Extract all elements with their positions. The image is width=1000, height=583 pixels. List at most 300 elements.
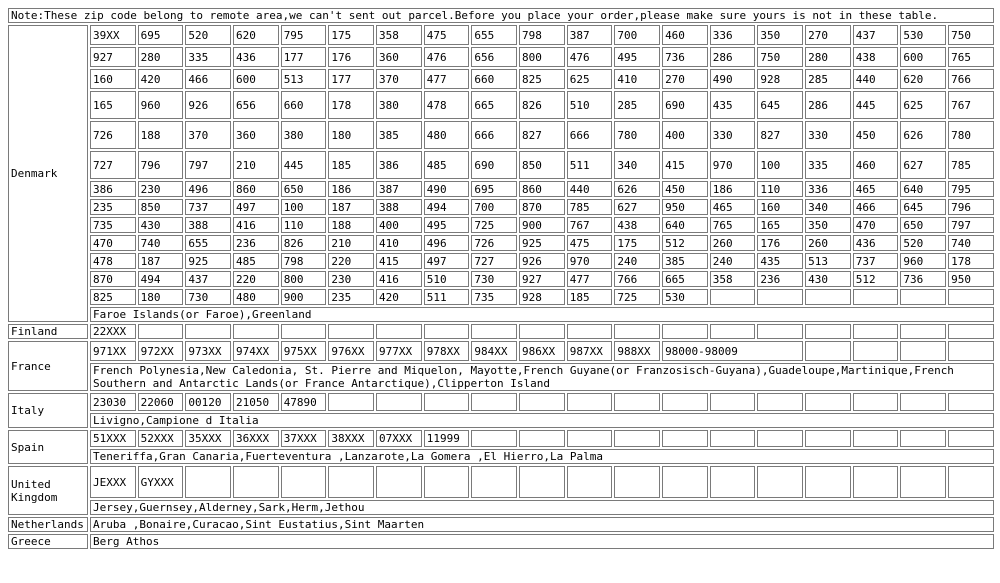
zip-code-cell: 240 [710,253,756,269]
zip-code-cell: 767 [567,217,613,233]
country-name: France [8,341,88,391]
zip-code-cell: 780 [948,121,994,149]
zip-code-cell: 928 [757,69,803,89]
zip-code-cell: 22XXX [90,324,136,339]
zip-code-cell: 511 [424,289,470,305]
zip-row [8,217,994,233]
zip-code-cell: 700 [471,199,517,215]
zip-code-cell: 416 [233,217,279,233]
zip-code-cell: 785 [567,199,613,215]
zip-code-cell: 972XX [138,341,184,361]
zip-code-cell: 796 [948,199,994,215]
country-row-netherlands [8,517,994,532]
country-row-greece [8,534,994,549]
zip-code-cell: 800 [281,271,327,287]
zip-code-cell: 186 [328,181,374,197]
zip-code-cell: 478 [90,253,136,269]
zip-code-cell: 110 [281,217,327,233]
zip-code-cell: 485 [424,151,470,179]
zip-code-cell: 460 [853,151,899,179]
empty-cell [424,324,470,339]
remote-regions: French Polynesia,New Caledonia, St. Pierre and Miquelon, Mayotte,French Guyane(or Franzosisch-Guyana),Guadeloupe,Martinique,French Southern and Antarctic Lands(or France Antarctique),Clipperton Island [90,363,994,391]
zip-code-cell: 494 [138,271,184,287]
empty-cell [853,289,899,305]
zip-code-cell: 726 [471,235,517,251]
empty-cell [614,430,660,447]
zip-code-cell: 665 [471,91,517,119]
empty-cell [662,393,708,411]
zip-code-cell: 410 [376,235,422,251]
zip-code-cell: 330 [805,121,851,149]
zip-code-cell: 100 [281,199,327,215]
remote-regions: Berg Athos [90,534,994,549]
zip-code-cell: 475 [424,25,470,45]
empty-cell [567,393,613,411]
zip-code-cell: 627 [614,199,660,215]
empty-cell [805,466,851,498]
zip-code-cell: 21050 [233,393,279,411]
zip-code-cell: 656 [233,91,279,119]
zip-code-cell: 496 [185,181,231,197]
empty-cell [853,466,899,498]
zip-code-cell: 520 [185,25,231,45]
zip-code-cell: 600 [900,47,946,67]
empty-cell [376,324,422,339]
zip-code-cell: 165 [757,217,803,233]
zip-code-cell: 986XX [519,341,565,361]
zip-code-cell: 476 [424,47,470,67]
zip-code-cell: 656 [471,47,517,67]
zip-code-cell: 725 [614,289,660,305]
zip-code-cell: 960 [900,253,946,269]
zip-code-cell: 435 [757,253,803,269]
zip-code-cell: 36XXX [233,430,279,447]
zip-code-cell: 928 [519,289,565,305]
zip-code-cell: 795 [281,25,327,45]
zip-code-cell: 640 [900,181,946,197]
zip-code-cell: 52XXX [138,430,184,447]
zip-code-cell: 973XX [185,341,231,361]
empty-cell [376,466,422,498]
zip-code-cell: 860 [519,181,565,197]
empty-cell [376,393,422,411]
zip-code-cell: 236 [233,235,279,251]
empty-cell [710,324,756,339]
zip-code-cell: 51XXX [90,430,136,447]
zip-code-cell: 767 [948,91,994,119]
empty-cell [471,324,517,339]
zip-code-cell: 660 [471,69,517,89]
empty-cell [185,324,231,339]
zip-row [8,341,994,361]
zip-code-cell: 795 [948,181,994,197]
zip-code-cell: 480 [424,121,470,149]
regions-row-spain [8,449,994,464]
zip-code-cell: 950 [948,271,994,287]
zip-code-cell: 850 [138,199,184,215]
zip-code-cell: 900 [519,217,565,233]
zip-code-cell: 210 [328,235,374,251]
zip-code-cell: 178 [948,253,994,269]
empty-cell [757,289,803,305]
zip-code-cell: 188 [138,121,184,149]
zip-code-cell: 626 [900,121,946,149]
zip-code-cell: 666 [567,121,613,149]
zip-code-cell: 736 [662,47,708,67]
zip-code-cell: 495 [424,217,470,233]
empty-cell [614,393,660,411]
empty-cell [662,466,708,498]
zip-code-cell: 480 [233,289,279,305]
zip-code-cell: 925 [519,235,565,251]
zip-code-cell: 826 [281,235,327,251]
zip-code-cell: 666 [471,121,517,149]
zip-row [8,466,994,498]
zip-row [8,393,994,411]
zip-code-cell: 387 [567,25,613,45]
zip-code-cell: 460 [662,25,708,45]
zip-code-cell: 825 [90,289,136,305]
zip-code-cell: 260 [710,235,756,251]
zip-code-cell: 530 [662,289,708,305]
empty-cell [805,324,851,339]
zip-row [8,47,994,67]
zip-code-cell: 977XX [376,341,422,361]
empty-cell [328,393,374,411]
empty-cell [900,324,946,339]
zip-code-cell: 435 [710,91,756,119]
empty-cell [900,430,946,447]
empty-cell [424,393,470,411]
zip-code-cell: 260 [805,235,851,251]
zip-code-cell: 627 [900,151,946,179]
zip-code-cell: 927 [519,271,565,287]
zip-code-cell: 796 [138,151,184,179]
zip-code-cell: 380 [376,91,422,119]
zip-code-cell: 470 [90,235,136,251]
regions-row-france [8,363,994,391]
zip-code-cell: 336 [805,181,851,197]
zip-code-page [6,6,996,551]
zip-code-cell: 360 [233,121,279,149]
zip-code-cell: 335 [805,151,851,179]
zip-code-cell: 336 [710,25,756,45]
zip-code-cell: 330 [710,121,756,149]
zip-code-cell: 07XXX [376,430,422,447]
zip-code-cell: 235 [90,199,136,215]
zip-code-cell: 785 [948,151,994,179]
zip-code-cell: 870 [90,271,136,287]
empty-cell [614,324,660,339]
zip-code-cell: 494 [424,199,470,215]
empty-cell [948,324,994,339]
zip-row [8,25,994,45]
zip-code-cell: 270 [662,69,708,89]
zip-code-cell: 420 [376,289,422,305]
zip-code-cell: 466 [853,199,899,215]
zip-code-cell: 210 [233,151,279,179]
zip-code-cell: 740 [948,235,994,251]
zip-code-cell: 978XX [424,341,470,361]
zip-row [8,235,994,251]
zip-code-cell: 797 [948,217,994,233]
zip-code-cell: 220 [328,253,374,269]
empty-cell [805,393,851,411]
zip-code-cell: 240 [614,253,660,269]
zip-code-cell: 650 [281,181,327,197]
zip-code-cell: 175 [614,235,660,251]
zip-code-cell: 665 [662,271,708,287]
zip-code-cell: 38XXX [328,430,374,447]
zip-code-cell: 797 [185,151,231,179]
regions-row-italy [8,413,994,428]
zip-code-cell: 726 [90,121,136,149]
zip-code-cell: 400 [662,121,708,149]
zip-code-cell: 496 [424,235,470,251]
zip-code-cell: 485 [233,253,279,269]
zip-code-cell: 466 [185,69,231,89]
zip-code-cell: 440 [853,69,899,89]
zip-row [8,151,994,179]
zip-code-cell: 35XXX [185,430,231,447]
zip-code-cell: 00120 [185,393,231,411]
zip-code-cell: 750 [948,25,994,45]
zip-code-cell: 970 [710,151,756,179]
empty-cell [757,466,803,498]
zip-code-cell: 400 [376,217,422,233]
zip-code-cell: 185 [328,151,374,179]
empty-cell [662,430,708,447]
country-name: Greece [8,534,88,549]
empty-cell [328,324,374,339]
zip-code-cell: 477 [567,271,613,287]
zip-code-cell: 645 [757,91,803,119]
zip-code-cell: 285 [614,91,660,119]
zip-code-cell: 476 [567,47,613,67]
empty-cell [948,430,994,447]
empty-cell [948,466,994,498]
zip-code-cell: 660 [281,91,327,119]
zip-code-cell: 420 [138,69,184,89]
zip-code-cell: 386 [376,151,422,179]
zip-code-cell: 625 [900,91,946,119]
empty-cell [567,466,613,498]
zip-code-cell: 497 [233,199,279,215]
zip-code-cell: 178 [328,91,374,119]
zip-code-cell: 478 [424,91,470,119]
zip-code-cell: 620 [900,69,946,89]
zip-code-cell: 280 [138,47,184,67]
zip-code-cell: 286 [710,47,756,67]
zip-code-cell: 410 [614,69,660,89]
zip-code-cell: 530 [900,25,946,45]
zip-code-cell: 766 [948,69,994,89]
zip-code-cell: 475 [567,235,613,251]
zip-code-cell: 620 [233,25,279,45]
zip-code-cell: 800 [519,47,565,67]
zip-code-cell: 737 [853,253,899,269]
zip-code-cell: 730 [471,271,517,287]
empty-cell [710,393,756,411]
empty-cell [614,466,660,498]
zip-code-cell: 513 [805,253,851,269]
empty-cell [853,324,899,339]
zip-row [8,121,994,149]
zip-code-cell: 798 [519,25,565,45]
country-name: Denmark [8,25,88,322]
empty-cell [471,466,517,498]
empty-cell [948,341,994,361]
zip-code-cell: 236 [757,271,803,287]
zip-code-cell: 180 [138,289,184,305]
zip-code-cell: 513 [281,69,327,89]
zip-code-cell: 220 [233,271,279,287]
zip-code-cell: 340 [805,199,851,215]
zip-code-cell: 735 [471,289,517,305]
zip-code-cell: 512 [853,271,899,287]
zip-code-cell: 765 [948,47,994,67]
empty-cell [757,324,803,339]
zip-code-cell: 47890 [281,393,327,411]
zip-row [8,253,994,269]
empty-cell [519,466,565,498]
zip-code-cell: 39XX [90,25,136,45]
zip-code-cell: 926 [519,253,565,269]
empty-cell [948,289,994,305]
zip-code-cell: 690 [662,91,708,119]
remote-area-zip-table [6,6,996,551]
zip-row [8,181,994,197]
zip-code-cell: 350 [805,217,851,233]
zip-code-cell: 188 [328,217,374,233]
zip-code-cell: 975XX [281,341,327,361]
empty-cell [233,324,279,339]
zip-code-cell: 438 [614,217,660,233]
zip-row [8,69,994,89]
zip-code-cell: 370 [185,121,231,149]
zip-code-cell: 511 [567,151,613,179]
note-text: Note:These zip code belong to remote area,we can't sent out parcel.Before you place your order,please make sure yours is not in these table. [8,8,994,23]
zip-code-cell: 187 [138,253,184,269]
regions-row-united-kingdom [8,500,994,515]
zip-code-cell: 927 [90,47,136,67]
zip-code-cell: 727 [471,253,517,269]
zip-code-cell: 388 [185,217,231,233]
zip-code-cell: 437 [185,271,231,287]
zip-row [8,199,994,215]
zip-code-cell: 280 [805,47,851,67]
zip-code-cell: 416 [376,271,422,287]
zip-code-cell: 177 [281,47,327,67]
zip-code-cell: 971XX [90,341,136,361]
zip-code-cell: 235 [328,289,374,305]
zip-code-cell: 510 [567,91,613,119]
zip-code-cell: 960 [138,91,184,119]
empty-cell [471,430,517,447]
zip-code-cell: 380 [281,121,327,149]
zip-code-cell: 438 [853,47,899,67]
zip-row [8,271,994,287]
empty-cell [805,430,851,447]
zip-code-cell: 512 [662,235,708,251]
empty-cell [805,289,851,305]
zip-code-cell: 450 [853,121,899,149]
zip-code-cell: 440 [567,181,613,197]
zip-code-cell: 430 [138,217,184,233]
zip-code-cell: 727 [90,151,136,179]
remote-regions: Livigno,Campione d Italia [90,413,994,428]
zip-code-cell: 98000-98009 [662,341,803,361]
zip-code-cell: 510 [424,271,470,287]
remote-regions: Faroe Islands(or Faroe),Greenland [90,307,994,322]
zip-code-cell: 175 [328,25,374,45]
zip-code-cell: 11999 [424,430,470,447]
zip-code-cell: 270 [805,25,851,45]
zip-code-cell: 22060 [138,393,184,411]
zip-code-cell: 286 [805,91,851,119]
zip-code-cell: 285 [805,69,851,89]
zip-code-cell: 360 [376,47,422,67]
zip-code-cell: 186 [710,181,756,197]
zip-code-cell: 640 [662,217,708,233]
zip-code-cell: 490 [710,69,756,89]
zip-row [8,91,994,119]
zip-code-cell: 987XX [567,341,613,361]
zip-code-cell: JEXXX [90,466,136,498]
zip-code-cell: 415 [376,253,422,269]
zip-code-cell: 23030 [90,393,136,411]
zip-code-cell: 230 [138,181,184,197]
zip-code-cell: 520 [900,235,946,251]
zip-code-cell: 735 [90,217,136,233]
zip-code-cell: 160 [757,199,803,215]
zip-code-cell: 477 [424,69,470,89]
country-name: United Kingdom [8,466,88,515]
zip-code-cell: 600 [233,69,279,89]
empty-cell [853,393,899,411]
zip-code-cell: 827 [519,121,565,149]
zip-code-cell: 160 [90,69,136,89]
zip-code-cell: 185 [567,289,613,305]
zip-code-cell: GYXXX [138,466,184,498]
zip-code-cell: 988XX [614,341,660,361]
zip-code-cell: 737 [185,199,231,215]
zip-code-cell: 765 [710,217,756,233]
zip-code-cell: 750 [757,47,803,67]
empty-cell [519,324,565,339]
zip-row [8,430,994,447]
zip-code-cell: 335 [185,47,231,67]
zip-code-cell: 926 [185,91,231,119]
zip-code-cell: 187 [328,199,374,215]
empty-cell [185,466,231,498]
zip-code-cell: 645 [900,199,946,215]
zip-code-cell: 340 [614,151,660,179]
empty-cell [757,393,803,411]
note-row [8,8,994,23]
zip-code-cell: 445 [281,151,327,179]
zip-code-cell: 350 [757,25,803,45]
zip-code-cell: 725 [471,217,517,233]
zip-code-cell: 850 [519,151,565,179]
remote-regions: Jersey,Guernsey,Alderney,Sark,Herm,Jethou [90,500,994,515]
zip-code-cell: 100 [757,151,803,179]
zip-code-cell: 826 [519,91,565,119]
empty-cell [853,430,899,447]
zip-code-cell: 37XXX [281,430,327,447]
zip-code-cell: 798 [281,253,327,269]
empty-cell [281,466,327,498]
